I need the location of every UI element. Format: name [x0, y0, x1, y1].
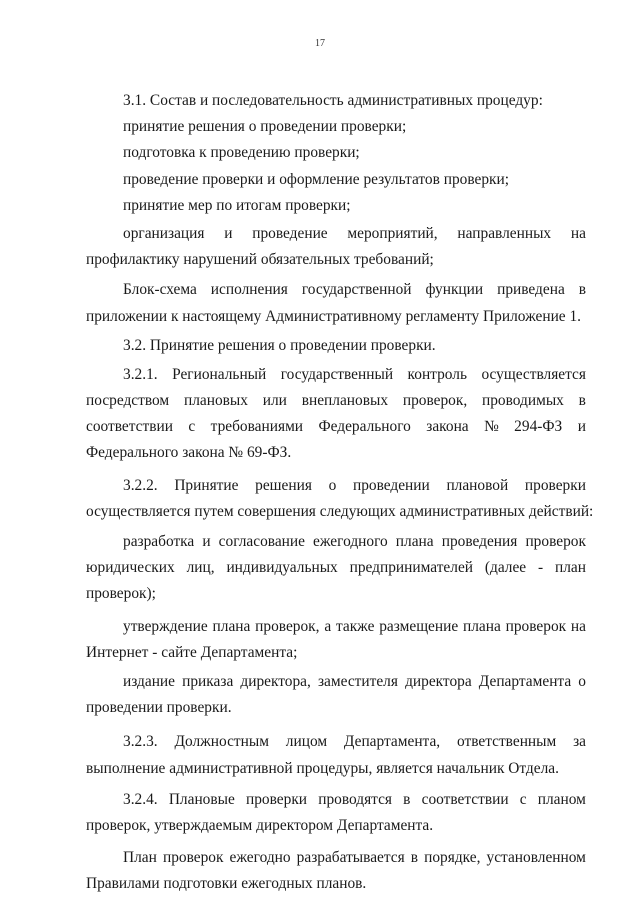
word: о — [578, 672, 586, 690]
word: на — [570, 224, 586, 242]
word: 294-ФЗ — [514, 418, 563, 436]
word: проверок — [162, 849, 224, 867]
word: № — [484, 418, 499, 436]
word: также — [335, 617, 375, 635]
word: план — [555, 559, 586, 577]
text-line — [86, 414, 586, 440]
word: размещение — [379, 617, 459, 635]
word: за — [573, 733, 586, 751]
word: проверок — [525, 533, 586, 550]
word: Департамента, — [343, 733, 441, 751]
word: с — [519, 790, 527, 808]
word: проверки — [245, 790, 308, 808]
text-line: Правилами подготовки ежегодных планов. — [86, 875, 367, 893]
text-line: осуществляется путем совершения следующих административных действий: — [86, 502, 594, 520]
word: внеплановых — [301, 392, 389, 410]
word: плана — [395, 533, 434, 550]
word: заместителя — [317, 672, 398, 690]
word: закона — [426, 418, 469, 436]
word: ответственным — [456, 733, 557, 751]
word: юридических — [86, 559, 175, 577]
text-line: проведении проверки. — [86, 699, 232, 717]
word: организация — [123, 224, 205, 242]
word: лицом — [285, 733, 328, 751]
text-line: 3.2. Принятие решения о проведении проверки. — [123, 336, 436, 354]
word: плановой — [446, 476, 509, 494]
text-line — [86, 729, 586, 755]
word: 3.2.3. — [123, 733, 158, 751]
text-line — [86, 614, 586, 640]
word: лиц, — [186, 559, 215, 577]
word: посредством — [86, 392, 170, 410]
text-line — [86, 473, 586, 499]
word: плана — [462, 617, 501, 635]
text-line: 3.1. Состав и последовательность административных процедур: — [123, 92, 543, 109]
text-line — [86, 555, 586, 581]
word: функции — [425, 281, 484, 299]
word: проверок, — [255, 617, 320, 635]
word: требованиями — [210, 418, 304, 436]
text-line — [86, 277, 586, 303]
word: с — [188, 418, 196, 436]
word: и — [202, 533, 211, 550]
page-number: 17 — [315, 38, 325, 49]
word: 3.2.2. — [123, 476, 158, 494]
word: плановых — [183, 392, 248, 410]
word: директора — [405, 672, 472, 690]
word: проведение — [252, 224, 328, 242]
word: проверок — [505, 617, 567, 635]
word: издание — [123, 672, 176, 690]
word: в — [410, 849, 419, 867]
word: решения — [255, 476, 312, 494]
word: Федерального — [318, 418, 411, 436]
word: соответствии — [421, 790, 509, 808]
word: проведения — [441, 533, 518, 550]
word: согласование — [218, 533, 305, 550]
text-line: подготовка к проведению проверки; — [123, 144, 360, 162]
text-line: принятие мер по итогам проверки; — [123, 196, 351, 214]
word: предпринимателей — [349, 559, 474, 577]
word: 3.2.1. — [123, 365, 158, 383]
word: а — [324, 617, 332, 635]
text-line — [86, 529, 586, 555]
word: Должностным — [174, 733, 269, 751]
text-line: проверок); — [86, 585, 156, 603]
word: мероприятий, — [347, 224, 438, 242]
word: государственный — [280, 365, 394, 383]
word: Блок-схема — [123, 281, 197, 299]
word: План — [123, 849, 157, 867]
word: индивидуальных — [226, 559, 338, 577]
text-line: Федерального закона № 69-ФЗ. — [86, 444, 292, 462]
text-line: проверок, утверждаемым директором Департамента. — [86, 816, 434, 834]
word: проверок, — [402, 392, 468, 410]
word: директора, — [240, 672, 311, 690]
word: Плановые — [168, 790, 235, 808]
word: 3.2.4. — [123, 790, 158, 808]
word: плана — [212, 617, 251, 635]
text-line: приложении к настоящему Административному регламенту Приложение 1. — [86, 307, 582, 325]
word: утверждение — [123, 617, 208, 635]
text-line — [86, 787, 586, 813]
text-line — [86, 669, 586, 695]
word: направленных — [457, 224, 552, 242]
word: - — [538, 559, 544, 577]
word: Региональный — [172, 365, 267, 383]
word: разрабатывается — [296, 849, 405, 867]
word: планом — [537, 790, 586, 808]
word: приведена — [497, 281, 565, 299]
word: исполнения — [210, 281, 288, 299]
text-line: выполнение административной процедуры, является начальник Отдела. — [86, 759, 559, 777]
text-line: проведение проверки и оформление результатов проверки; — [123, 170, 510, 188]
word: установленном — [486, 849, 586, 867]
document-body — [86, 88, 594, 897]
word: проверки — [524, 476, 586, 494]
word: или — [262, 392, 287, 410]
word: (далее — [484, 559, 527, 577]
text-line — [86, 845, 586, 871]
word: контроль — [407, 365, 467, 383]
word: проводимых — [481, 392, 564, 410]
word: соответствии — [86, 418, 173, 436]
word: ежегодно — [229, 849, 291, 867]
text-line — [86, 388, 586, 414]
word: Департамента — [478, 672, 572, 690]
word: в — [403, 790, 411, 808]
word: осуществляется — [481, 365, 586, 383]
text-line: Интернет - сайте Департамента; — [86, 643, 298, 661]
word: проводятся — [318, 790, 392, 808]
word: и — [577, 418, 586, 436]
word: приказа — [182, 672, 234, 690]
word: и — [224, 224, 233, 242]
word: в — [578, 392, 586, 410]
text-line: профилактику нарушений обязательных требований; — [86, 251, 434, 269]
word: порядке, — [424, 849, 481, 867]
word: государственной — [301, 281, 412, 299]
text-line — [86, 221, 586, 247]
word: о — [328, 476, 337, 494]
text-line — [86, 362, 586, 388]
word: разработка — [123, 533, 195, 550]
word: на — [570, 617, 586, 635]
word: проведении — [352, 476, 430, 494]
word: в — [578, 281, 586, 299]
word: Принятие — [174, 476, 239, 494]
word: ежегодного — [313, 533, 388, 550]
text-line: принятие решения о проведении проверки; — [123, 118, 407, 136]
